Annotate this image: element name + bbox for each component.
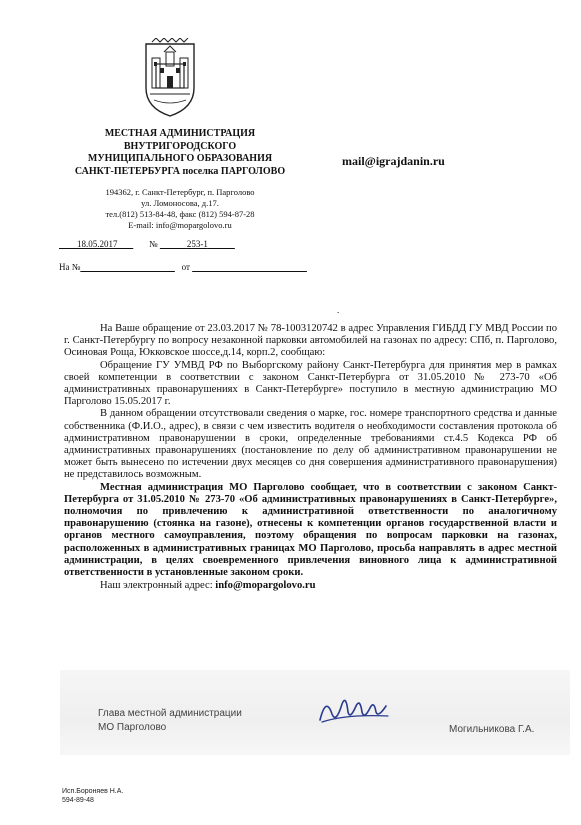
paragraph-notice: Местная администрация МО Парголово сообщает, что в соответствии с законом Санкт-Петербурга от 31.05.2010 № 273-70 «Об административных правонарушениях в Санкт-Петербурге», полномочия по привлечению к административной ответственности по аналогичному правонарушению (стоянка на газоне), отнесены к компетенции органов государственной власти и органов местного самоуправления, поэтому обращения по вопросам парковки на газонах, расположенных в административных границах МО Парголово, просьба направлять в адрес местной администрации, в целях своевременного привлечения виновного лица к административной ответственности в установленные законом сроки. [64, 481, 557, 579]
signatory-name: Могильникова Г.А. [449, 724, 535, 735]
executor-name: Исп.Бороняев Н.А. [62, 788, 124, 795]
handwritten-signature-icon [316, 690, 396, 730]
email-label: Наш электронный адрес: [100, 580, 213, 592]
paragraph-referral: Обращение ГУ УМВД РФ по Выборгскому району Санкт-Петербурга для принятия мер в рамках своей компетенции в соответствии с законом Санкт-Петербурга от 31.05.2010 № 273-70 «Об административных правонарушениях в Санкт-Петербурге» поступило в местную администрацию МО Парголово 15.05.2017 г. [64, 359, 557, 408]
outgoing-number: 253-1 [186, 239, 208, 249]
org-line: МУНИЦИПАЛЬНОГО ОБРАЗОВАНИЯ [87, 153, 273, 164]
reference-from: от [181, 262, 190, 272]
letter-body [64, 323, 557, 592]
contact-email-line [64, 580, 557, 592]
email-address: info@mopargolovo.ru [215, 580, 316, 592]
outgoing-date: 18.05.2017 [77, 239, 118, 249]
reference-prefix: На № [59, 262, 81, 272]
executor-info [62, 787, 123, 805]
coat-of-arms-icon [142, 38, 198, 118]
watermark-email: mail@igrajdanin.ru [342, 154, 445, 168]
signatory-title-line: МО Парголово [98, 722, 167, 733]
paragraph-appeal: На Ваше обращение от 23.03.2017 № 78-1003120742 в адрес Управления ГИБДД ГУ МВД России по г. Санкт-Петербургу по вопросу незаконной парковки автомобилей на газонах по адресу: СПб, п. Парголово, Осиновая Роща, Юкковское шоссе,д.14, корп.2, сообщаю: [64, 323, 557, 359]
signatory-title [98, 707, 242, 735]
org-line: САНКТ-ПЕТЕРБУРГА поселка ПАРГОЛОВО [74, 165, 286, 177]
address-line: ул. Ломоносова, д.17. [141, 198, 219, 208]
organization-address [80, 187, 280, 231]
executor-phone: 594-89-48 [62, 797, 94, 804]
number-sign: № [149, 239, 158, 249]
address-line: 194362, г. Санкт-Петербург, п. Парголово [105, 187, 255, 197]
signatory-title-line: Глава местной администрации [98, 708, 242, 719]
org-line: МЕСТНАЯ АДМИНИСТРАЦИЯ [104, 128, 256, 139]
registration-line [59, 239, 235, 249]
paragraph-missing-info: В данном обращении отсутствовали сведения о марке, гос. номере транспортного средства и данные собственника (Ф.И.О., адрес), в связи с чем известить водителя о необходимости составления протокола об административном правонарушении в сроки, определенные требованиями ст.4.5 Кодекса РФ об административных правонарушениях (постановление по делу об административном правонарушении не может быть вынесено по истечении двух месяцев со дня совершения административного правонарушения) не представилось возможным. [64, 408, 557, 481]
scan-dot: . [337, 305, 340, 315]
reference-line [59, 262, 307, 272]
address-line: E-mail: info@mopargolovo.ru [128, 220, 232, 230]
org-line: ВНУТРИГОРОДСКОГО [123, 140, 237, 152]
address-line: тел.(812) 513-84-48, факс (812) 594-87-28 [105, 209, 255, 219]
organization-name [50, 128, 310, 178]
